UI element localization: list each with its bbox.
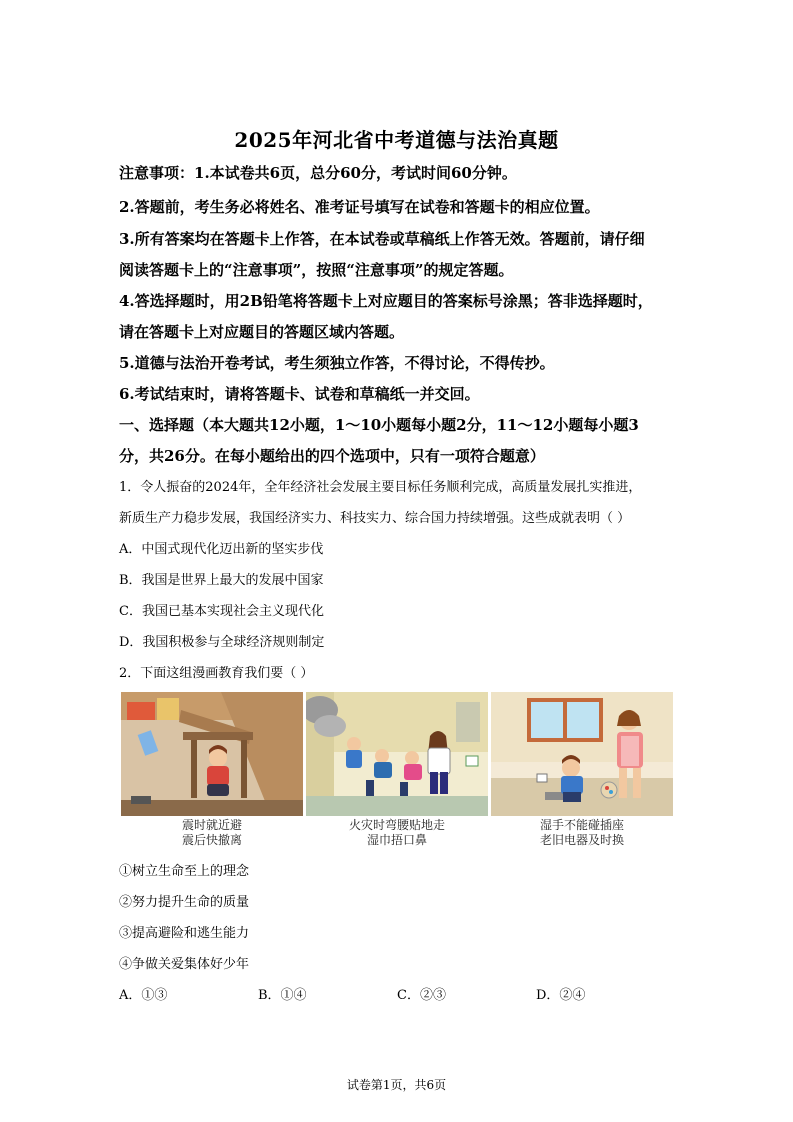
cartoon-electrical-safety <box>491 692 673 816</box>
section-heading: 一、选择题（本大题共12小题，1～10小题每小题2分，11～12小题每小题3 <box>119 416 639 434</box>
caption-line: 湿巾捂口鼻 <box>366 833 427 847</box>
caption-line: 火灾时弯腰贴地走 <box>348 818 445 832</box>
question-1-option-d: D．我国积极参与全球经济规则制定 <box>119 635 325 650</box>
question-1-option-b: B．我国是世界上最大的发展中国家 <box>119 573 324 588</box>
notice-line: 注意事项：1.本试卷共6页，总分60分，考试时间60分钟。 <box>119 164 517 182</box>
cartoon-earthquake-caption <box>121 818 303 848</box>
notice-line: 请在答题卡上对应题目的答题区域内答题。 <box>119 323 405 341</box>
question-2-choice-a: A．①③ <box>119 988 168 1003</box>
question-2-choice-b: B．①④ <box>258 988 307 1003</box>
page-title: 2025年河北省中考道德与法治真题 <box>234 128 559 152</box>
section-heading: 分，共26分。在每小题给出的四个选项中，只有一项符合题意） <box>119 447 545 465</box>
caption-line: 湿手不能碰插座 <box>539 818 624 832</box>
notice-line: 阅读答题卡上的“注意事项”，按照“注意事项”的规定答题。 <box>119 261 514 279</box>
cartoon-electrical-safety-caption <box>491 818 673 848</box>
question-1-option-a: A．中国式现代化迈出新的坚实步伐 <box>119 542 324 557</box>
notice-line: 4.答选择题时，用2B铅笔将答题卡上对应题目的答案标号涂黑；答非选择题时， <box>119 292 653 310</box>
cartoon-fire-escape-caption <box>306 818 488 848</box>
question-1-stem: 1．令人振奋的2024年，全年经济社会发展主要目标任务顺利完成，高质量发展扎实推进， <box>119 480 642 495</box>
notice-line: 5.道德与法治开卷考试，考生须独立作答，不得讨论，不得传抄。 <box>119 354 555 372</box>
caption-line: 老旧电器及时换 <box>539 833 624 847</box>
caption-line: 震时就近避 <box>181 818 242 832</box>
question-2-statement-1: ①树立生命至上的理念 <box>119 864 250 879</box>
question-2-choice-c: C．②③ <box>397 988 446 1003</box>
page-footer: 试卷第1页，共6页 <box>346 1078 447 1092</box>
notice-line: 3.所有答案均在答题卡上作答，在本试卷或草稿纸上作答无效。答题前，请仔细 <box>119 230 645 248</box>
cartoon-fire-escape <box>306 692 488 816</box>
question-2-statement-4: ④争做关爱集体好少年 <box>119 957 250 972</box>
question-1-option-c: C．我国已基本实现社会主义现代化 <box>119 604 324 619</box>
caption-line: 震后快撤离 <box>181 833 242 847</box>
notice-line: 6.考试结束时，请将答题卡、试卷和草稿纸一并交回。 <box>119 385 480 403</box>
question-2-choice-d: D．②④ <box>536 988 586 1003</box>
question-2-stem: 2．下面这组漫画教育我们要（ ） <box>119 666 314 681</box>
notice-line: 2.答题前，考生务必将姓名、准考证号填写在试卷和答题卡的相应位置。 <box>119 198 600 216</box>
cartoon-earthquake <box>121 692 303 816</box>
question-2-statement-2: ②努力提升生命的质量 <box>119 895 250 910</box>
question-1-stem: 新质生产力稳步发展，我国经济实力、科技实力、综合国力持续增强。这些成就表明（ ） <box>119 511 631 526</box>
question-2-statement-3: ③提高避险和逃生能力 <box>119 926 250 941</box>
